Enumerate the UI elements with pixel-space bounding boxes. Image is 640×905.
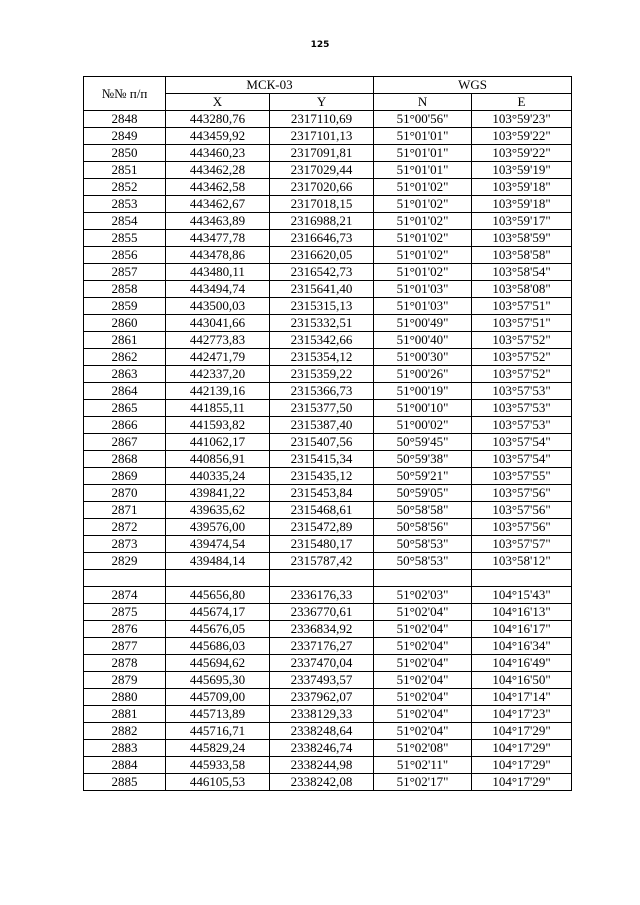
cell-e: 103°59'18" <box>472 196 572 213</box>
cell-x: 445676,05 <box>166 621 270 638</box>
cell-x: 443462,58 <box>166 179 270 196</box>
cell-n: 51°02'03" <box>374 587 472 604</box>
cell-x: 443280,76 <box>166 111 270 128</box>
table-row <box>84 111 572 128</box>
cell-x: 443463,89 <box>166 213 270 230</box>
cell-point-number: 2864 <box>84 383 166 400</box>
cell-y: 2315354,12 <box>270 349 374 366</box>
table-row <box>84 247 572 264</box>
cell-point-number: 2851 <box>84 162 166 179</box>
cell-point-number: 2865 <box>84 400 166 417</box>
table-row <box>84 145 572 162</box>
cell-e: 103°58'08" <box>472 281 572 298</box>
cell-n: 51°00'49" <box>374 315 472 332</box>
cell-y: 2338246,74 <box>270 740 374 757</box>
cell-x: 445686,03 <box>166 638 270 655</box>
header-msk03: МСК-03 <box>166 77 374 94</box>
cell-n: 51°01'03" <box>374 298 472 315</box>
cell-n: 51°01'03" <box>374 281 472 298</box>
cell-n: 51°01'01" <box>374 128 472 145</box>
cell-x: 440335,24 <box>166 468 270 485</box>
cell-x: 443041,66 <box>166 315 270 332</box>
cell-point-number: 2852 <box>84 179 166 196</box>
cell-n: 51°01'02" <box>374 264 472 281</box>
separator-row <box>84 570 572 587</box>
cell-point-number: 2829 <box>84 553 166 570</box>
table-body <box>84 111 572 791</box>
table-row <box>84 638 572 655</box>
cell-point-number: 2882 <box>84 723 166 740</box>
cell-point-number: 2866 <box>84 417 166 434</box>
cell-e: 103°57'54" <box>472 434 572 451</box>
table-row <box>84 400 572 417</box>
cell-point-number: 2853 <box>84 196 166 213</box>
table-row <box>84 706 572 723</box>
cell-x: 442139,16 <box>166 383 270 400</box>
cell-y: 2315468,61 <box>270 502 374 519</box>
cell-n: 51°02'11" <box>374 757 472 774</box>
empty-cell <box>374 570 472 587</box>
cell-e: 103°59'22" <box>472 128 572 145</box>
table-row <box>84 315 572 332</box>
cell-y: 2336176,33 <box>270 587 374 604</box>
cell-n: 51°00'30" <box>374 349 472 366</box>
cell-e: 103°57'53" <box>472 383 572 400</box>
cell-y: 2315787,42 <box>270 553 374 570</box>
cell-point-number: 2848 <box>84 111 166 128</box>
table-row <box>84 128 572 145</box>
cell-x: 439474,54 <box>166 536 270 553</box>
table-row <box>84 264 572 281</box>
empty-cell <box>166 570 270 587</box>
cell-n: 51°01'02" <box>374 196 472 213</box>
header-x: X <box>166 94 270 111</box>
cell-point-number: 2856 <box>84 247 166 264</box>
cell-n: 50°58'58" <box>374 502 472 519</box>
cell-point-number: 2858 <box>84 281 166 298</box>
cell-e: 104°15'43" <box>472 587 572 604</box>
cell-point-number: 2883 <box>84 740 166 757</box>
cell-e: 103°59'23" <box>472 111 572 128</box>
cell-point-number: 2872 <box>84 519 166 536</box>
cell-point-number: 2850 <box>84 145 166 162</box>
cell-x: 443460,23 <box>166 145 270 162</box>
cell-y: 2315641,40 <box>270 281 374 298</box>
cell-y: 2315480,17 <box>270 536 374 553</box>
cell-e: 103°57'52" <box>472 349 572 366</box>
cell-e: 103°59'22" <box>472 145 572 162</box>
cell-n: 51°02'04" <box>374 655 472 672</box>
cell-e: 103°57'56" <box>472 502 572 519</box>
header-n: N <box>374 94 472 111</box>
cell-x: 445694,62 <box>166 655 270 672</box>
cell-point-number: 2859 <box>84 298 166 315</box>
table-row <box>84 587 572 604</box>
table-row <box>84 519 572 536</box>
cell-x: 442337,20 <box>166 366 270 383</box>
cell-n: 51°00'56" <box>374 111 472 128</box>
cell-e: 104°17'29" <box>472 740 572 757</box>
cell-y: 2337493,57 <box>270 672 374 689</box>
table-row <box>84 672 572 689</box>
cell-point-number: 2884 <box>84 757 166 774</box>
cell-n: 51°01'02" <box>374 247 472 264</box>
header-row-top <box>84 77 572 94</box>
table-row <box>84 332 572 349</box>
table-row <box>84 536 572 553</box>
cell-x: 445695,30 <box>166 672 270 689</box>
cell-e: 103°57'51" <box>472 298 572 315</box>
cell-e: 103°57'53" <box>472 417 572 434</box>
cell-x: 443500,03 <box>166 298 270 315</box>
cell-e: 103°58'59" <box>472 230 572 247</box>
cell-y: 2336770,61 <box>270 604 374 621</box>
cell-e: 104°16'34" <box>472 638 572 655</box>
cell-x: 439576,00 <box>166 519 270 536</box>
cell-n: 50°59'38" <box>374 451 472 468</box>
cell-x: 443477,78 <box>166 230 270 247</box>
cell-point-number: 2871 <box>84 502 166 519</box>
cell-n: 51°01'02" <box>374 179 472 196</box>
cell-n: 51°00'19" <box>374 383 472 400</box>
cell-point-number: 2879 <box>84 672 166 689</box>
table-row <box>84 230 572 247</box>
table-row <box>84 434 572 451</box>
cell-x: 445829,24 <box>166 740 270 757</box>
cell-y: 2316646,73 <box>270 230 374 247</box>
cell-x: 443494,74 <box>166 281 270 298</box>
cell-e: 103°57'52" <box>472 366 572 383</box>
cell-n: 51°00'10" <box>374 400 472 417</box>
table-row <box>84 621 572 638</box>
table-row <box>84 162 572 179</box>
page-number: 125 <box>310 40 330 50</box>
cell-n: 51°00'02" <box>374 417 472 434</box>
cell-y: 2337962,07 <box>270 689 374 706</box>
header-point-number: №№ п/п <box>84 77 166 111</box>
cell-n: 50°58'53" <box>374 553 472 570</box>
coordinates-table <box>83 76 572 791</box>
table-row <box>84 774 572 791</box>
cell-y: 2317029,44 <box>270 162 374 179</box>
cell-n: 51°02'04" <box>374 621 472 638</box>
table-row <box>84 468 572 485</box>
cell-y: 2338242,08 <box>270 774 374 791</box>
empty-cell <box>472 570 572 587</box>
cell-n: 51°02'04" <box>374 672 472 689</box>
cell-x: 439841,22 <box>166 485 270 502</box>
cell-n: 51°02'17" <box>374 774 472 791</box>
cell-x: 439484,14 <box>166 553 270 570</box>
cell-y: 2338129,33 <box>270 706 374 723</box>
cell-y: 2315387,40 <box>270 417 374 434</box>
table-row <box>84 213 572 230</box>
cell-y: 2316542,73 <box>270 264 374 281</box>
cell-y: 2338244,98 <box>270 757 374 774</box>
cell-x: 445713,89 <box>166 706 270 723</box>
table-row <box>84 179 572 196</box>
cell-n: 50°58'53" <box>374 536 472 553</box>
cell-point-number: 2881 <box>84 706 166 723</box>
cell-e: 104°16'50" <box>472 672 572 689</box>
cell-y: 2315453,84 <box>270 485 374 502</box>
cell-e: 104°17'29" <box>472 723 572 740</box>
cell-x: 443478,86 <box>166 247 270 264</box>
cell-y: 2315342,66 <box>270 332 374 349</box>
cell-point-number: 2861 <box>84 332 166 349</box>
cell-n: 51°02'04" <box>374 638 472 655</box>
cell-x: 445709,00 <box>166 689 270 706</box>
header-y: Y <box>270 94 374 111</box>
table-row <box>84 349 572 366</box>
cell-y: 2337470,04 <box>270 655 374 672</box>
table-row <box>84 740 572 757</box>
table-row <box>84 604 572 621</box>
cell-e: 104°17'23" <box>472 706 572 723</box>
cell-y: 2315359,22 <box>270 366 374 383</box>
cell-point-number: 2878 <box>84 655 166 672</box>
cell-e: 104°17'14" <box>472 689 572 706</box>
cell-n: 50°59'21" <box>374 468 472 485</box>
cell-y: 2315407,56 <box>270 434 374 451</box>
cell-y: 2315315,13 <box>270 298 374 315</box>
table-row <box>84 757 572 774</box>
cell-n: 50°59'05" <box>374 485 472 502</box>
cell-e: 104°16'17" <box>472 621 572 638</box>
table-row <box>84 502 572 519</box>
cell-y: 2317018,15 <box>270 196 374 213</box>
cell-e: 103°57'54" <box>472 451 572 468</box>
cell-y: 2317020,66 <box>270 179 374 196</box>
cell-point-number: 2849 <box>84 128 166 145</box>
cell-point-number: 2873 <box>84 536 166 553</box>
cell-e: 104°16'13" <box>472 604 572 621</box>
empty-cell <box>84 570 166 587</box>
cell-point-number: 2877 <box>84 638 166 655</box>
cell-e: 103°57'52" <box>472 332 572 349</box>
cell-e: 103°57'56" <box>472 519 572 536</box>
table-row <box>84 689 572 706</box>
cell-x: 446105,53 <box>166 774 270 791</box>
cell-n: 51°01'02" <box>374 230 472 247</box>
cell-point-number: 2869 <box>84 468 166 485</box>
cell-y: 2336834,92 <box>270 621 374 638</box>
cell-n: 50°58'56" <box>374 519 472 536</box>
cell-x: 443459,92 <box>166 128 270 145</box>
cell-point-number: 2874 <box>84 587 166 604</box>
cell-x: 441855,11 <box>166 400 270 417</box>
cell-e: 103°57'51" <box>472 315 572 332</box>
cell-e: 104°16'49" <box>472 655 572 672</box>
cell-e: 104°17'29" <box>472 757 572 774</box>
table-row <box>84 451 572 468</box>
cell-x: 445716,71 <box>166 723 270 740</box>
cell-point-number: 2880 <box>84 689 166 706</box>
cell-x: 443462,67 <box>166 196 270 213</box>
cell-point-number: 2857 <box>84 264 166 281</box>
cell-e: 103°57'56" <box>472 485 572 502</box>
cell-y: 2316620,05 <box>270 247 374 264</box>
cell-x: 445933,58 <box>166 757 270 774</box>
empty-cell <box>270 570 374 587</box>
cell-y: 2338248,64 <box>270 723 374 740</box>
cell-y: 2337176,27 <box>270 638 374 655</box>
cell-n: 51°02'08" <box>374 740 472 757</box>
cell-point-number: 2854 <box>84 213 166 230</box>
cell-x: 443480,11 <box>166 264 270 281</box>
cell-n: 51°02'04" <box>374 604 472 621</box>
cell-y: 2315472,89 <box>270 519 374 536</box>
cell-x: 443462,28 <box>166 162 270 179</box>
table-row <box>84 655 572 672</box>
cell-point-number: 2860 <box>84 315 166 332</box>
cell-n: 51°02'04" <box>374 689 472 706</box>
cell-point-number: 2862 <box>84 349 166 366</box>
cell-x: 441593,82 <box>166 417 270 434</box>
table-row <box>84 196 572 213</box>
cell-e: 103°59'19" <box>472 162 572 179</box>
cell-e: 103°58'54" <box>472 264 572 281</box>
cell-x: 442773,83 <box>166 332 270 349</box>
cell-e: 103°57'55" <box>472 468 572 485</box>
cell-y: 2315377,50 <box>270 400 374 417</box>
cell-n: 51°02'04" <box>374 706 472 723</box>
cell-e: 103°57'57" <box>472 536 572 553</box>
header-wgs: WGS <box>374 77 572 94</box>
cell-point-number: 2855 <box>84 230 166 247</box>
cell-e: 103°58'12" <box>472 553 572 570</box>
cell-n: 51°00'40" <box>374 332 472 349</box>
table-row <box>84 383 572 400</box>
cell-n: 51°01'02" <box>374 213 472 230</box>
cell-point-number: 2885 <box>84 774 166 791</box>
cell-y: 2317110,69 <box>270 111 374 128</box>
cell-x: 445656,80 <box>166 587 270 604</box>
cell-x: 445674,17 <box>166 604 270 621</box>
table-row <box>84 723 572 740</box>
cell-x: 442471,79 <box>166 349 270 366</box>
table-row <box>84 417 572 434</box>
table-row <box>84 553 572 570</box>
table-row <box>84 281 572 298</box>
cell-point-number: 2863 <box>84 366 166 383</box>
cell-x: 440856,91 <box>166 451 270 468</box>
cell-n: 50°59'45" <box>374 434 472 451</box>
table-row <box>84 485 572 502</box>
table-row <box>84 366 572 383</box>
cell-n: 51°01'01" <box>374 162 472 179</box>
cell-y: 2315435,12 <box>270 468 374 485</box>
cell-point-number: 2867 <box>84 434 166 451</box>
cell-e: 103°58'58" <box>472 247 572 264</box>
cell-y: 2315366,73 <box>270 383 374 400</box>
cell-point-number: 2870 <box>84 485 166 502</box>
cell-e: 103°59'17" <box>472 213 572 230</box>
cell-point-number: 2875 <box>84 604 166 621</box>
cell-y: 2317091,81 <box>270 145 374 162</box>
cell-point-number: 2876 <box>84 621 166 638</box>
cell-y: 2317101,13 <box>270 128 374 145</box>
cell-e: 104°17'29" <box>472 774 572 791</box>
cell-x: 439635,62 <box>166 502 270 519</box>
cell-y: 2315415,34 <box>270 451 374 468</box>
header-e: E <box>472 94 572 111</box>
cell-e: 103°57'53" <box>472 400 572 417</box>
cell-n: 51°00'26" <box>374 366 472 383</box>
table-row <box>84 298 572 315</box>
cell-y: 2315332,51 <box>270 315 374 332</box>
cell-e: 103°59'18" <box>472 179 572 196</box>
cell-y: 2316988,21 <box>270 213 374 230</box>
cell-x: 441062,17 <box>166 434 270 451</box>
cell-n: 51°01'01" <box>374 145 472 162</box>
cell-n: 51°02'04" <box>374 723 472 740</box>
cell-point-number: 2868 <box>84 451 166 468</box>
